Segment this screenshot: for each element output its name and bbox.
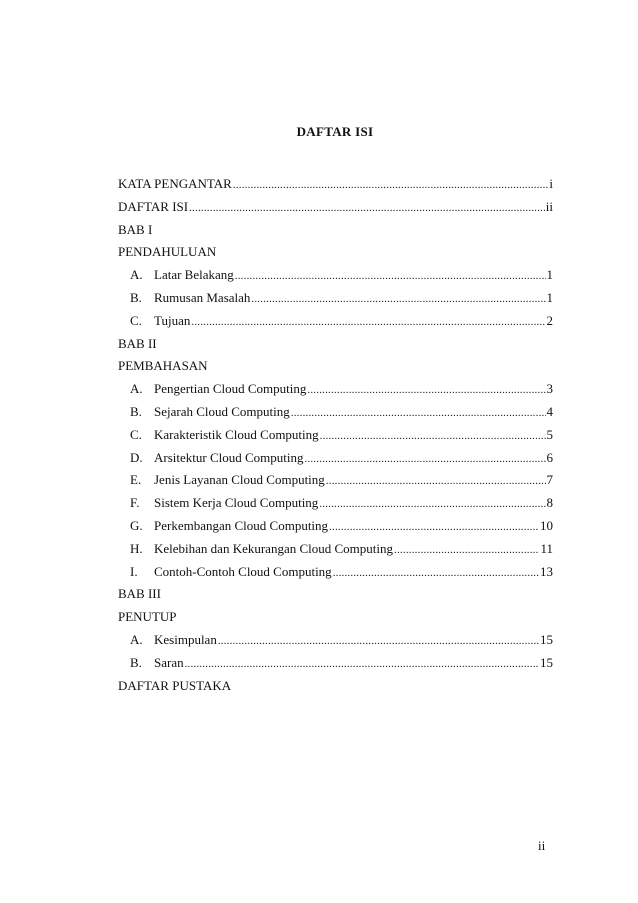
toc-entry-page: 4: [546, 403, 553, 419]
toc-entry-label: Tujuan: [154, 312, 191, 328]
leader-dots: [333, 567, 539, 579]
leader-dots: [233, 179, 549, 191]
leader-dots: [329, 521, 539, 533]
page-number: ii: [538, 838, 546, 853]
toc-entry-daftar-isi: [118, 199, 553, 222]
toc-entry-label: Karakteristik Cloud Computing: [154, 426, 319, 442]
toc-entry-page: 15: [540, 631, 553, 647]
toc-entry: [118, 404, 553, 427]
toc-entry-page: i: [549, 176, 553, 191]
leader-dots: [305, 453, 546, 465]
item-letter: H.: [130, 540, 143, 556]
toc-entry-label: Rumusan Masalah: [154, 289, 251, 305]
toc-entry-page: 15: [540, 654, 553, 670]
chapter-title: PENUTUP: [118, 609, 177, 625]
leader-dots: [251, 293, 545, 305]
toc-entry-kata-pengantar: [118, 176, 553, 199]
toc-entry-label: Arsitektur Cloud Computing: [154, 449, 304, 465]
toc-entry-label: Jenis Layanan Cloud Computing: [154, 472, 325, 488]
leader-dots: [326, 475, 546, 487]
toc-entry-label: Latar Belakang: [154, 267, 234, 283]
toc-entry-page: 1: [546, 289, 553, 305]
leader-dots: [235, 270, 546, 282]
leader-dots: [191, 316, 545, 328]
item-letter: B.: [130, 403, 142, 419]
toc-entry-label: Kesimpulan: [154, 631, 217, 647]
leader-dots: [319, 498, 545, 510]
toc-entry-page: 7: [546, 472, 553, 488]
toc-entry: [118, 495, 553, 518]
toc-entry-label: Perkembangan Cloud Computing: [154, 517, 329, 533]
chapter-number: BAB III: [118, 586, 161, 602]
toc-entry: [118, 632, 553, 655]
toc-entry-page: 8: [546, 495, 553, 511]
toc-entry: [118, 541, 553, 564]
toc-entry: [118, 564, 553, 587]
leader-dots: [189, 202, 545, 214]
chapter-heading-bab-1: [118, 222, 553, 245]
chapter-title: PENDAHULUAN: [118, 244, 217, 260]
toc-entry: [118, 518, 553, 541]
toc-entry: [118, 267, 553, 290]
toc-entry-page: ii: [545, 198, 553, 214]
toc-entry-daftar-pustaka: [118, 678, 553, 701]
toc-entry: [118, 313, 553, 336]
toc-entry-label: KATA PENGANTAR: [118, 176, 232, 191]
leader-dots: [185, 658, 539, 670]
item-letter: A.: [130, 267, 143, 283]
toc-entry-label: Sejarah Cloud Computing: [154, 403, 290, 419]
toc-entry-label: Pengertian Cloud Computing: [154, 381, 307, 397]
item-letter: D.: [130, 449, 143, 465]
toc-entry-page: 5: [546, 426, 553, 442]
chapter-heading-bab-3: [118, 586, 553, 609]
toc-entry-label: Contoh-Contoh Cloud Computing: [154, 563, 332, 579]
toc-entry-page: 11: [540, 540, 553, 556]
toc-entry-label: DAFTAR ISI: [118, 198, 189, 214]
table-of-contents: [118, 176, 553, 700]
chapter-heading-bab-2: [118, 336, 553, 359]
toc-entry-page: 13: [540, 563, 553, 579]
item-letter: F.: [130, 495, 140, 511]
page-title: DAFTAR ISI: [296, 124, 374, 139]
chapter-title-pembahasan: [118, 358, 553, 381]
leader-dots: [307, 384, 545, 396]
item-letter: B.: [130, 654, 142, 670]
toc-entry: [118, 472, 553, 495]
item-letter: A.: [130, 381, 143, 397]
toc-entry-page: 6: [546, 449, 553, 465]
toc-entry-label: Kelebihan dan Kekurangan Cloud Computing: [154, 540, 394, 556]
leader-dots: [291, 407, 546, 419]
toc-entry-page: 3: [546, 381, 553, 397]
toc-entry: [118, 427, 553, 450]
leader-dots: [320, 430, 546, 442]
leader-dots: [218, 635, 539, 647]
toc-entry: [118, 381, 553, 404]
toc-entry: [118, 655, 553, 678]
chapter-number: BAB II: [118, 335, 157, 351]
toc-entry-page: 10: [540, 517, 553, 533]
item-letter: C.: [130, 426, 142, 442]
item-letter: G.: [130, 517, 143, 533]
item-letter: E.: [130, 472, 142, 488]
item-letter: C.: [130, 312, 142, 328]
toc-entry-label: Sistem Kerja Cloud Computing: [154, 495, 319, 511]
toc-entry-page: 2: [546, 312, 553, 328]
item-letter: I.: [130, 563, 138, 579]
toc-entry: [118, 290, 553, 313]
item-letter: A.: [130, 631, 143, 647]
chapter-title-penutup: [118, 609, 553, 632]
toc-entry-label: Saran: [154, 654, 184, 670]
item-letter: B.: [130, 289, 142, 305]
toc-entry-page: 1: [546, 267, 553, 283]
chapter-title-pendahuluan: [118, 244, 553, 267]
toc-entry-label: DAFTAR PUSTAKA: [118, 677, 232, 693]
chapter-number: BAB I: [118, 221, 153, 237]
leader-dots: [394, 544, 539, 556]
toc-entry: [118, 450, 553, 473]
chapter-title: PEMBAHASAN: [118, 358, 208, 374]
